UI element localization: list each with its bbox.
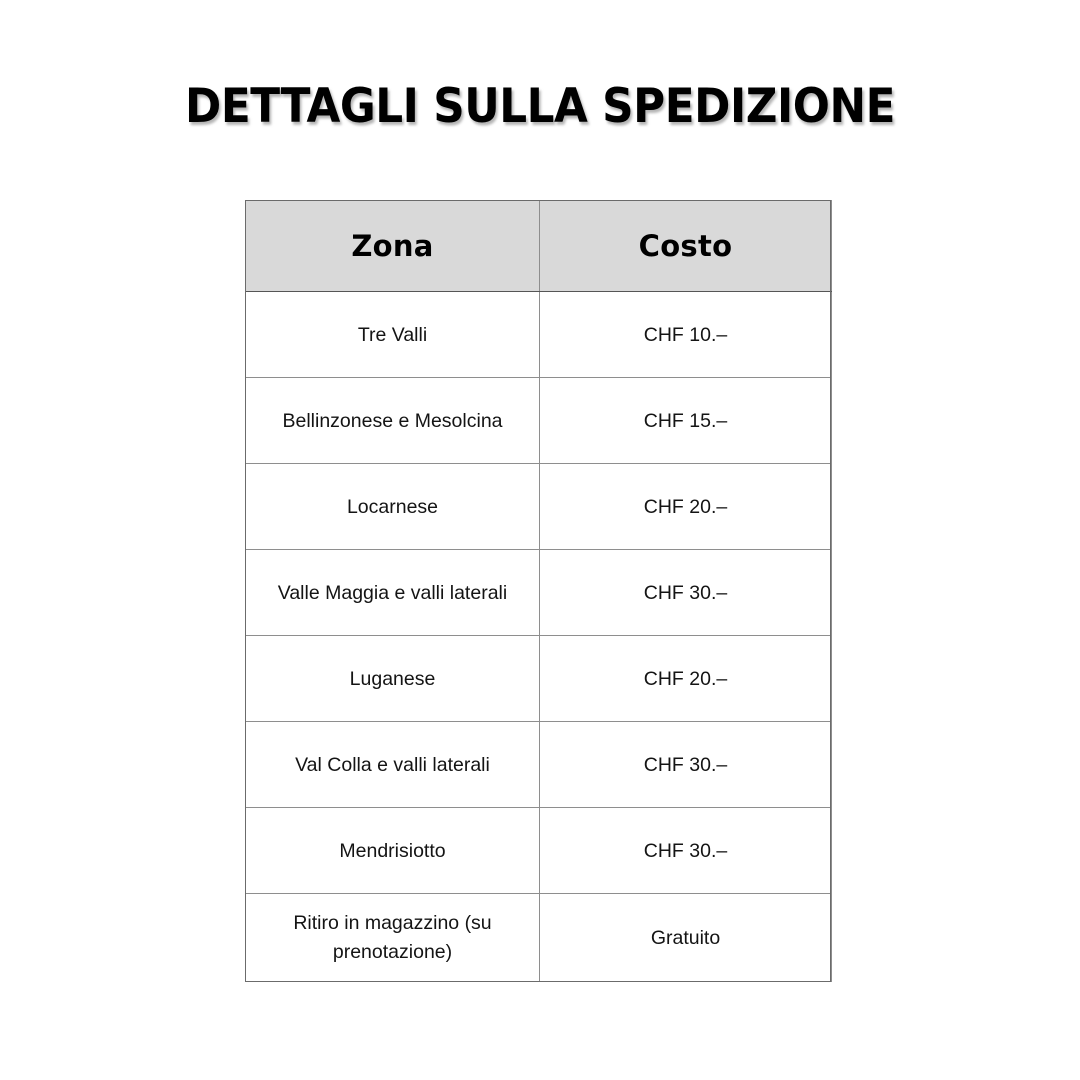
cell-zona: Val Colla e valli laterali [246,722,540,808]
cell-zona: Luganese [246,636,540,722]
column-header-costo: Costo [540,201,832,292]
table-row [246,292,832,378]
table-header [246,201,832,292]
table-row [246,894,832,982]
cell-zona: Ritiro in magazzino (su prenotazione) [246,894,540,982]
table-row [246,378,832,464]
column-header-zona: Zona [246,201,540,292]
cell-costo: CHF 20.– [540,464,832,550]
cell-costo: CHF 15.– [540,378,832,464]
cell-zona: Valle Maggia e valli laterali [246,550,540,636]
table-header-row [246,201,832,292]
cell-costo: CHF 30.– [540,722,832,808]
cell-zona: Bellinzonese e Mesolcina [246,378,540,464]
shipping-details-table [245,200,832,982]
cell-costo: CHF 30.– [540,550,832,636]
cell-costo: Gratuito [540,894,832,982]
table-row [246,722,832,808]
table-body [246,292,832,982]
cell-costo: CHF 20.– [540,636,832,722]
table-row [246,464,832,550]
shipping-table-container [245,200,831,982]
cell-zona: Mendrisiotto [246,808,540,894]
table-row [246,550,832,636]
cell-costo: CHF 30.– [540,808,832,894]
table-row [246,808,832,894]
cell-zona: Tre Valli [246,292,540,378]
page-title: DETTAGLI SULLA SPEDIZIONE [185,79,895,134]
table-row [246,636,832,722]
cell-costo: CHF 10.– [540,292,832,378]
cell-zona: Locarnese [246,464,540,550]
